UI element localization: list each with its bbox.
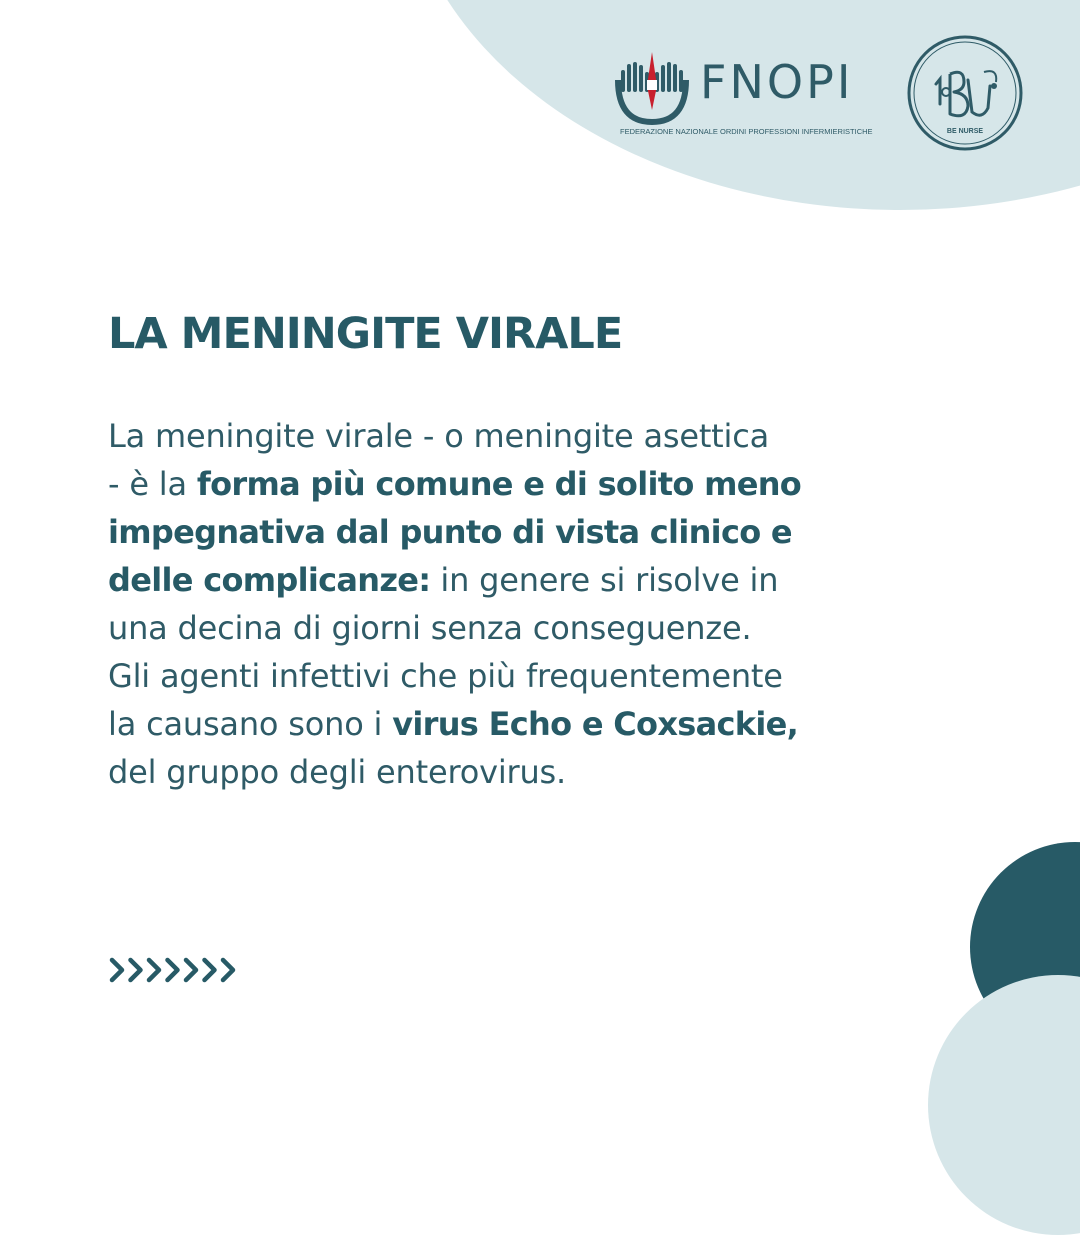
chevron-right-icon bbox=[149, 960, 159, 980]
chevron-right-icon bbox=[186, 960, 196, 980]
body-line-2-regular: - è la bbox=[108, 465, 197, 503]
body-line-4 bbox=[108, 556, 988, 604]
fnopi-wordmark: FNOPI bbox=[700, 55, 854, 109]
page-title: LA MENINGITE VIRALE bbox=[108, 309, 623, 359]
fnopi-subtitle: FEDERAZIONE NAZIONALE ORDINI PROFESSIONI INFERMIERISTICHE bbox=[620, 127, 873, 136]
be-nurse-label: BE NURSE bbox=[946, 128, 984, 135]
body-line-4-bold: delle complicanze: bbox=[108, 561, 431, 599]
body-paragraph bbox=[108, 412, 988, 796]
body-line-7-bold: virus Echo e Coxsackie, bbox=[392, 705, 799, 743]
body-line-7-regular: la causano sono i bbox=[108, 705, 393, 743]
chevron-right-icon bbox=[112, 960, 122, 980]
body-line-3-bold: impegnativa dal punto di vista clinico e bbox=[108, 513, 792, 551]
body-line-3 bbox=[108, 508, 988, 556]
decorative-light-circle bbox=[928, 975, 1080, 1235]
chevrons-right-icon bbox=[108, 955, 248, 985]
chevron-right-icon bbox=[168, 960, 178, 980]
chevron-right-icon bbox=[223, 960, 233, 980]
body-line-4-regular: in genere si risolve in bbox=[430, 561, 779, 599]
fnopi-logo bbox=[612, 48, 882, 140]
fnopi-hands-emblem-icon bbox=[612, 50, 692, 130]
be-nurse-logo bbox=[906, 34, 1024, 152]
body-line-6: Gli agenti infettivi che più frequentemente bbox=[108, 657, 783, 695]
chevron-right-icon bbox=[205, 960, 215, 980]
body-line-2 bbox=[108, 460, 988, 508]
body-line-1: La meningite virale - o meningite asettica bbox=[108, 417, 770, 455]
chevron-right-icon bbox=[131, 960, 141, 980]
body-line-7 bbox=[108, 700, 988, 748]
body-line-2-bold: forma più comune e di solito meno bbox=[196, 465, 802, 503]
body-line-5: una decina di giorni senza conseguenze. bbox=[108, 609, 752, 647]
body-line-8: del gruppo degli enterovirus. bbox=[108, 753, 566, 791]
